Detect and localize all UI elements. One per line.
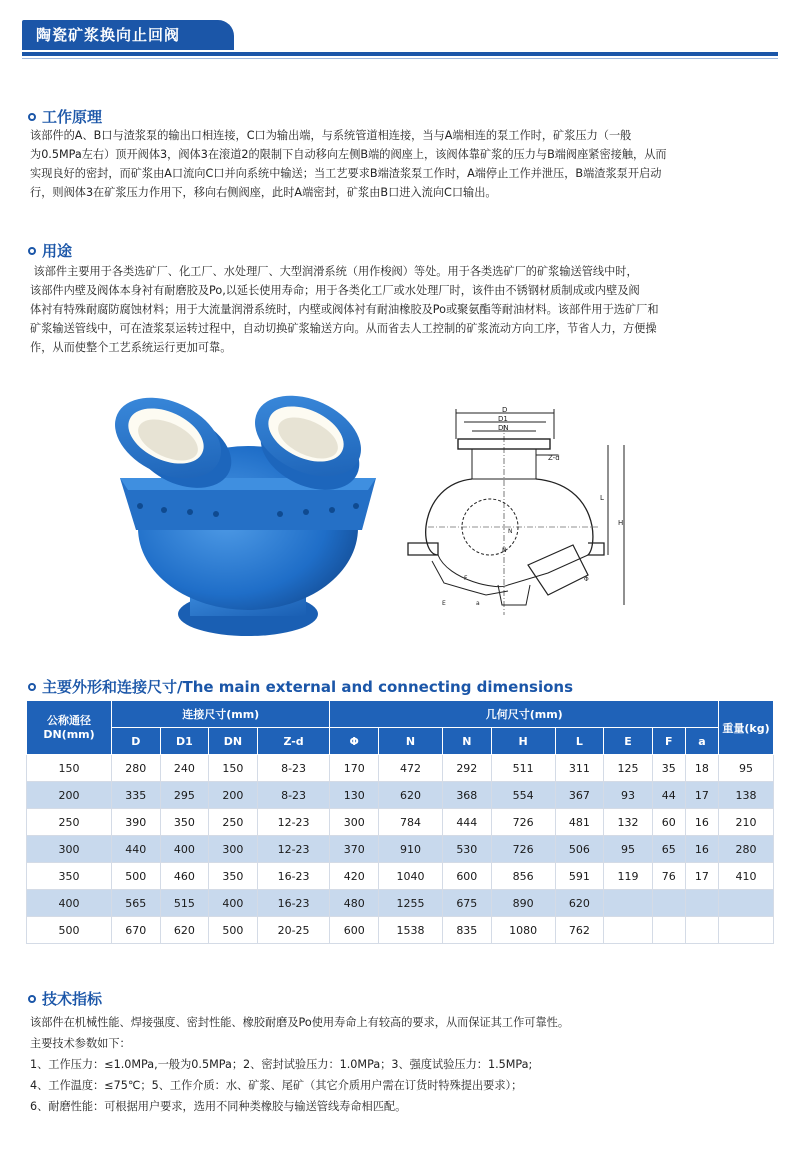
dimensions-table [26, 700, 774, 944]
table-cell: 350 [27, 863, 112, 890]
table-cell: 210 [719, 809, 774, 836]
section-title-usage [28, 240, 72, 261]
col-header: Z-d [257, 728, 330, 755]
table-cell: 620 [555, 890, 604, 917]
text-line: 实现良好的密封，而矿浆由A口流向C口并向系统中输送；当工艺要求B端渣浆泵工作时，A端停止工作并泄压，B端渣浆泵开启动 [30, 167, 662, 180]
table-cell: 530 [443, 836, 492, 863]
section-title-text: 用途 [42, 242, 73, 260]
section-title-dimensions [28, 676, 573, 697]
table-cell: 500 [209, 917, 258, 944]
table-cell: 400 [209, 890, 258, 917]
valve-photo [100, 388, 390, 650]
table-cell: 506 [555, 836, 604, 863]
table-cell: 620 [379, 782, 443, 809]
table-cell: 472 [379, 755, 443, 782]
text-line: 行，则阀体3在矿浆压力作用下，移向右侧阀座，此时A端密封，矿浆由B口进入流向C口输出。 [30, 186, 497, 199]
table-cell: 370 [330, 836, 379, 863]
table-cell: 280 [112, 755, 161, 782]
table-cell: 65 [652, 836, 685, 863]
col-header: N [379, 728, 443, 755]
table-cell: 1538 [379, 917, 443, 944]
table-cell: 368 [443, 782, 492, 809]
table-cell: 762 [555, 917, 604, 944]
table-cell: 35 [652, 755, 685, 782]
table-cell: 856 [491, 863, 555, 890]
table-cell [652, 917, 685, 944]
table-cell: 16 [685, 836, 718, 863]
col-header: N [443, 728, 492, 755]
table-cell: 150 [27, 755, 112, 782]
table-cell: 150 [209, 755, 258, 782]
table-cell: 890 [491, 890, 555, 917]
table-cell: 500 [27, 917, 112, 944]
table-cell [652, 890, 685, 917]
table-row [27, 863, 774, 890]
table-cell: 8-23 [257, 782, 330, 809]
table-cell: 675 [443, 890, 492, 917]
table-cell [719, 890, 774, 917]
text-line: 该部件的A、B口与渣浆泵的输出口相连接，C口为输出端，与系统管道相连接，当与A端相连的泵工作时，矿浆压力（一般 [30, 129, 632, 142]
table-cell: 311 [555, 755, 604, 782]
dimensions-table-body [27, 755, 774, 944]
text-line: 1、工作压力：≤1.0MPa,一般为0.5MPa；2、密封试验压力：1.0MPa；3、强度试验压力：1.5MPa; [30, 1058, 533, 1071]
drawing-label: H [618, 519, 624, 527]
table-cell: 18 [685, 755, 718, 782]
text-line: 主要技术参数如下： [30, 1037, 131, 1050]
table-cell: 95 [604, 836, 653, 863]
text-line: 作，从而使整个工艺系统运行更加可靠。 [30, 341, 232, 354]
table-cell: 400 [27, 890, 112, 917]
table-cell: 130 [330, 782, 379, 809]
drawing-body [408, 479, 604, 555]
table-cell [719, 917, 774, 944]
drawing-label: Φ [584, 576, 589, 583]
table-cell: 132 [604, 809, 653, 836]
table-cell: 16-23 [257, 863, 330, 890]
section-title-principle [28, 106, 102, 127]
table-cell: 481 [555, 809, 604, 836]
col-header: H [491, 728, 555, 755]
drawing-label: D1 [498, 415, 508, 423]
table-cell: 17 [685, 782, 718, 809]
table-cell: 12-23 [257, 809, 330, 836]
table-cell: 620 [160, 917, 209, 944]
table-cell: 910 [379, 836, 443, 863]
table-cell: 1255 [379, 890, 443, 917]
table-cell: 835 [443, 917, 492, 944]
col-header: E [604, 728, 653, 755]
col-header: F [652, 728, 685, 755]
table-cell: 480 [330, 890, 379, 917]
table-cell: 420 [330, 863, 379, 890]
table-cell: 292 [443, 755, 492, 782]
table-cell: 784 [379, 809, 443, 836]
drawing-label: N [508, 528, 513, 535]
technical-drawing [398, 405, 638, 625]
text-line: 6、耐磨性能：可根据用户要求，选用不同种类橡胶与输送管线寿命相匹配。 [30, 1100, 407, 1113]
header-geometry: 几何尺寸(mm) [330, 701, 719, 728]
section-title-tech [28, 988, 102, 1009]
text-line: 4、工作温度：≤75℃；5、工作介质：水、矿浆、尾矿（其它介质用户需在订货时特殊提出要求）； [30, 1079, 523, 1092]
principle-paragraph [30, 126, 772, 202]
drawing-label: F [464, 575, 468, 582]
section-title-text: 工作原理 [42, 108, 103, 126]
table-cell: 460 [160, 863, 209, 890]
table-cell [604, 917, 653, 944]
col-header: D1 [160, 728, 209, 755]
table-cell: 500 [112, 863, 161, 890]
table-cell: 726 [491, 809, 555, 836]
bullet-icon [28, 683, 36, 691]
table-cell: 138 [719, 782, 774, 809]
table-cell [685, 917, 718, 944]
table-cell [685, 890, 718, 917]
col-header: D [112, 728, 161, 755]
table-cell: 444 [443, 809, 492, 836]
drawing-label: a [476, 600, 480, 607]
table-cell: 295 [160, 782, 209, 809]
text-line: 该部件内壁及阀体本身衬有耐磨胶及Po,以延长使用寿命；用于各类化工厂或水处理厂时，该件由不锈钢材质制成或内壁及阀 [30, 284, 640, 297]
table-cell: 565 [112, 890, 161, 917]
table-row [27, 782, 774, 809]
table-cell: 591 [555, 863, 604, 890]
header-rule [22, 52, 778, 56]
table-cell: 410 [719, 863, 774, 890]
table-cell: 76 [652, 863, 685, 890]
table-cell: 8-23 [257, 755, 330, 782]
table-cell: 240 [160, 755, 209, 782]
page-title: 陶瓷矿浆换向止回阀 [22, 20, 234, 50]
table-cell: 350 [209, 863, 258, 890]
header-weight: 重量(kg) [719, 701, 774, 755]
text-line: 矿浆输送管线中，可在渣浆泵运转过程中，自动切换矿浆输送方向。从而省去人工控制的矿浆流动方向工序，节省人力，方便操 [30, 322, 657, 335]
bullet-icon [28, 247, 36, 255]
col-header: L [555, 728, 604, 755]
drawing-label: E [442, 600, 446, 607]
table-cell: 16-23 [257, 890, 330, 917]
tech-paragraph [30, 1012, 772, 1117]
table-cell: 390 [112, 809, 161, 836]
table-row [27, 809, 774, 836]
table-cell: 280 [719, 836, 774, 863]
header-nominal: 公称通径 DN(mm) [27, 701, 112, 755]
table-cell: 170 [330, 755, 379, 782]
table-cell: 20-25 [257, 917, 330, 944]
table-cell: 600 [443, 863, 492, 890]
table-cell: 300 [330, 809, 379, 836]
text-line: 为0.5MPa左右）顶开阀体3，阀体3在滚道2的限制下自动移向左侧B端的阀座上，该阀体靠矿浆的压力与B端阀座紧密接触，从而 [30, 148, 667, 161]
text-line: 该部件在机械性能、焊接强度、密封性能、橡胶耐磨及Po使用寿命上有较高的要求，从而保证其工作可靠性。 [30, 1016, 570, 1029]
table-cell: 511 [491, 755, 555, 782]
table-cell: 300 [209, 836, 258, 863]
table-cell: 600 [330, 917, 379, 944]
table-cell [604, 890, 653, 917]
header-connection: 连接尺寸(mm) [112, 701, 330, 728]
table-cell: 200 [209, 782, 258, 809]
bullet-icon [28, 995, 36, 1003]
drawing-label: L [600, 494, 604, 502]
table-row [27, 755, 774, 782]
table-cell: 515 [160, 890, 209, 917]
table-row [27, 917, 774, 944]
table-cell: 554 [491, 782, 555, 809]
table-cell: 17 [685, 863, 718, 890]
table-cell: 60 [652, 809, 685, 836]
bullet-icon [28, 113, 36, 121]
table-cell: 44 [652, 782, 685, 809]
table-cell: 400 [160, 836, 209, 863]
table-cell: 335 [112, 782, 161, 809]
table-cell: 670 [112, 917, 161, 944]
section-title-text: 技术指标 [42, 990, 103, 1008]
table-cell: 1040 [379, 863, 443, 890]
table-cell: 726 [491, 836, 555, 863]
drawing-label: Z-d [548, 454, 560, 462]
table-cell: 93 [604, 782, 653, 809]
table-cell: 119 [604, 863, 653, 890]
col-header: a [685, 728, 718, 755]
drawing-label: D [502, 406, 508, 414]
table-cell: 440 [112, 836, 161, 863]
table-row [27, 890, 774, 917]
table-cell: 250 [209, 809, 258, 836]
section-title-text: 主要外形和连接尺寸/The main external and connecting dimensions [42, 678, 574, 696]
table-cell: 95 [719, 755, 774, 782]
text-line: 该部件主要用于各类选矿厂、化工厂、水处理厂、大型润滑系统（用作梭阀）等处。用于各类选矿厂的矿浆输送管线中时， [30, 265, 638, 278]
table-cell: 250 [27, 809, 112, 836]
col-header: Φ [330, 728, 379, 755]
table-cell: 367 [555, 782, 604, 809]
table-row [27, 836, 774, 863]
table-cell: 300 [27, 836, 112, 863]
table-cell: 12-23 [257, 836, 330, 863]
table-cell: 125 [604, 755, 653, 782]
header-rule-thin [22, 58, 778, 59]
table-cell: 200 [27, 782, 112, 809]
table-cell: 16 [685, 809, 718, 836]
drawing-label: N [502, 547, 507, 554]
table-cell: 350 [160, 809, 209, 836]
page-header [0, 0, 800, 70]
drawing-label: DN [498, 424, 509, 432]
usage-paragraph [30, 262, 772, 357]
text-line: 体衬有特殊耐腐防腐蚀材料；用于大流量润滑系统时，内壁或阀体衬有耐油橡胶及Po或聚氨酯等耐油材料。该部件用于选矿厂和 [30, 303, 659, 316]
table-cell: 1080 [491, 917, 555, 944]
col-header: DN [209, 728, 258, 755]
